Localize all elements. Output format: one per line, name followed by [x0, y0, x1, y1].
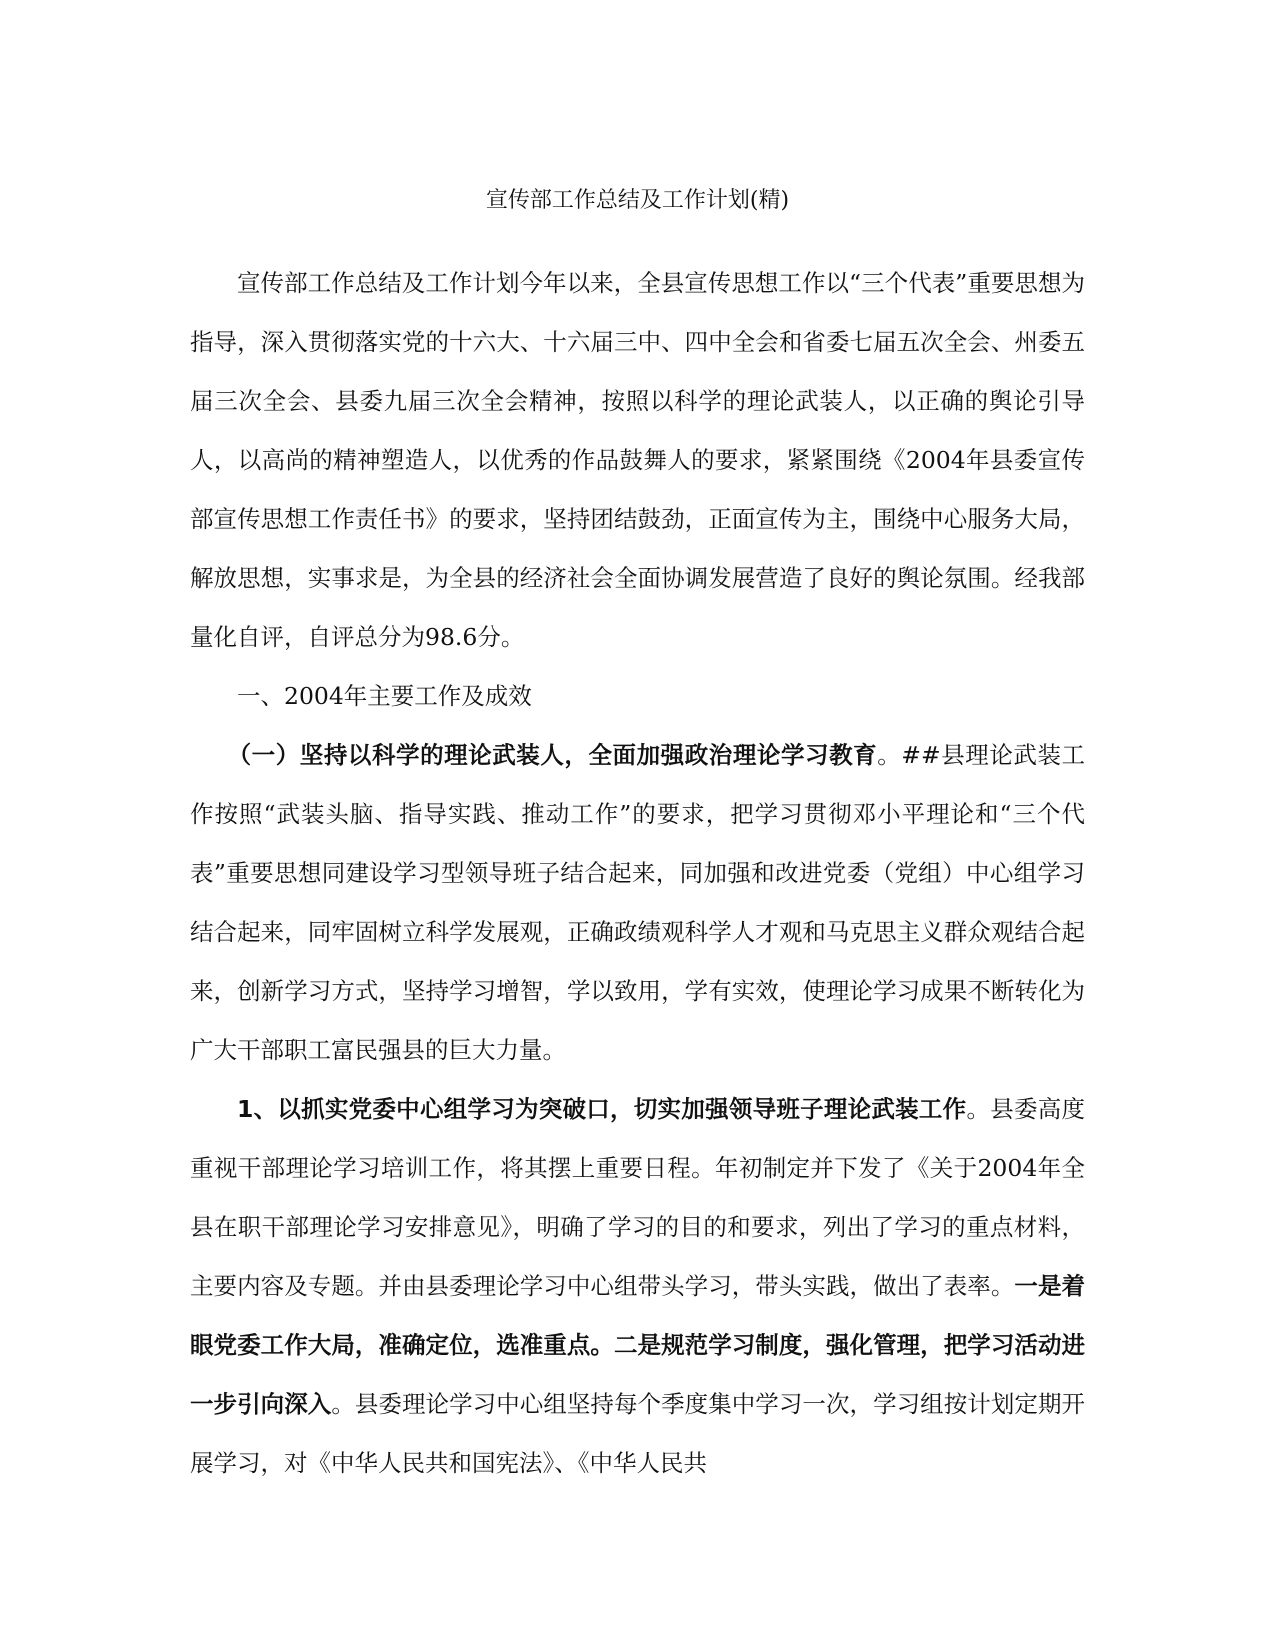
- key-points-bold: 一是着眼党委工作大局，准确定位，选准重点。二是规范学习制度，强化管理，把学习活动进一步引向深入: [190, 1272, 1085, 1418]
- paragraph-intro: [190, 254, 1085, 667]
- paragraph-central-group-study-text: 。县委高度重视干部理论学习培训工作，将其摆上重要日程。年初制定并下发了《关于2004年全县在职干部理论学习安排意见》，明确了学习的目的和要求，列出了学习的重点材料，主要内容及专题。并由县委理论学习中心组带头学习，带头实践，做出了表率。: [190, 1095, 1085, 1300]
- document-body: [190, 254, 1085, 1493]
- section-heading-1-text: 一、2004年主要工作及成效: [237, 682, 532, 710]
- paragraph-intro-text: 宣传部工作总结及工作计划今年以来，全县宣传思想工作以“三个代表”重要思想为指导，深入贯彻落实党的十六大、十六届三中、四中全会和省委七届五次全会、州委五届三次全会、县委九届三次全会精神，按照以科学的理论武装人，以正确的舆论引导人，以高尚的精神塑造人，以优秀的作品鼓舞人的要求，紧紧围绕《2004年县委宣传部宣传思想工作责任书》的要求，坚持团结鼓劲，正面宣传为主，围绕中心服务大局，解放思想，实事求是，为全县的经济社会全面协调发展营造了良好的舆论氛围。经我部量化自评，自评总分为98.6分。: [190, 269, 1085, 651]
- subheading-1-bold: （一）坚持以科学的理论武装人，全面加强政治理论学习教育: [227, 741, 878, 769]
- paragraph-central-group-study: [190, 1080, 1085, 1493]
- section-heading-1: [190, 667, 1085, 726]
- paragraph-theory-armament-text: 。##县理论武装工作按照“武装头脑、指导实践、推动工作”的要求，把学习贯彻邓小平理论和“三个代表”重要思想同建设学习型领导班子结合起来，同加强和改进党委（党组）中心组学习结合起来，同牢固树立科学发展观，正确政绩观科学人才观和马克思主义群众观结合起来，创新学习方式，坚持学习增智，学以致用，学有实效，使理论学习成果不断转化为广大干部职工富民强县的巨大力量。: [190, 741, 1085, 1064]
- paragraph-theory-armament: [190, 726, 1085, 1080]
- paragraph-central-group-study-text-2: 。县委理论学习中心组坚持每个季度集中学习一次，学习组按计划定期开展学习，对《中华人民共和国宪法》、《中华人民共: [190, 1390, 1086, 1477]
- subheading-2-bold: 1、以抓实党委中心组学习为突破口，切实加强领导班子理论武装工作: [237, 1095, 967, 1123]
- document-title: 宣传部工作总结及工作计划(精): [485, 188, 790, 213]
